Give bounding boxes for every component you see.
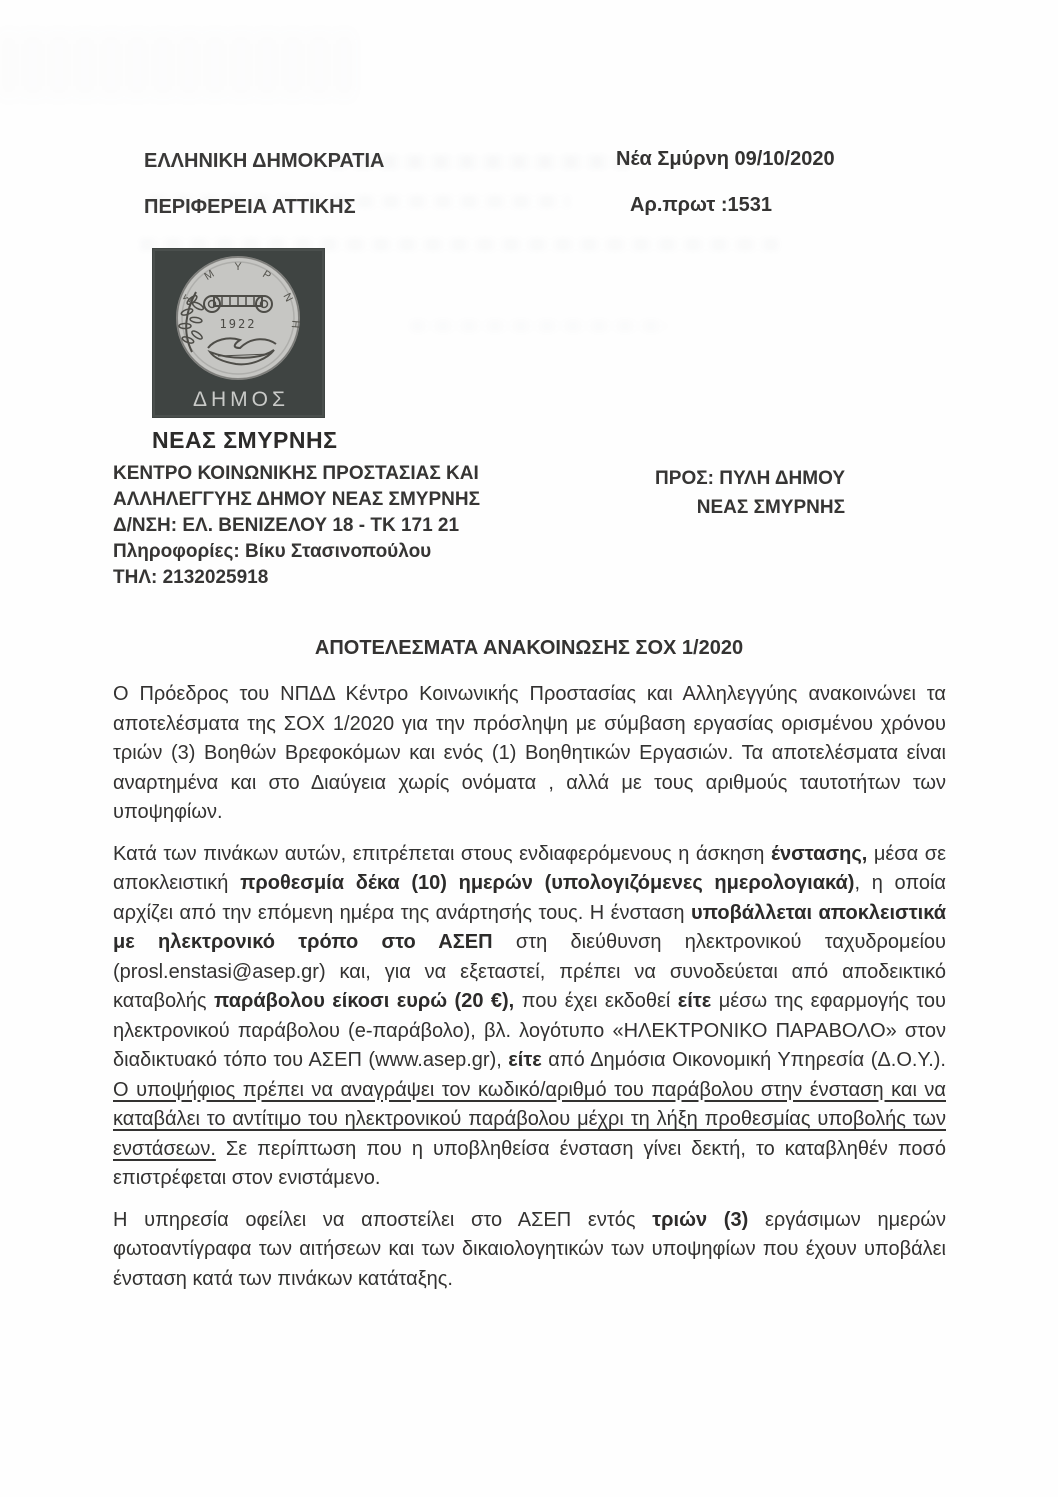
sender-block [113,461,480,591]
seal-year: 1922 [219,317,257,331]
text-segment: Κατά των πινάκων αυτών, επιτρέπεται στους ενδιαφερόμενους η άσκηση [113,842,771,865]
municipality-logo [152,248,342,454]
protocol-number: Αρ.πρωτ :1531 [630,194,773,216]
text-segment: μέσω της εφαρμογής του ηλεκτρονικού παράβολου (e-παράβολο), βλ. λογότυπο «ΗΛΕΚΤΡΟΝΙΚΟ ΠΑΡΑΒΟΛΟ» στον διαδικτυακό τόπο του ΑΣΕΠ (www.asep.gr), [113,990,946,1071]
text-segment: παράβολου είκοσι ευρώ (20 €), [213,990,515,1012]
body-paragraph [113,1206,946,1295]
text-segment: είτε [677,990,712,1012]
sender-line: ΚΕΝΤΡΟ ΚΟΙΝΩΝΙΚΗΣ ΠΡΟΣΤΑΣΙΑΣ ΚΑΙ [113,463,479,484]
header-region-line: ΠΕΡΙΦΕΡΕΙΑ ΑΤΤΙΚΗΣ [144,196,356,218]
sender-line: Δ/ΝΣΗ: ΕΛ. ΒΕΝΙΖΕΛΟΥ 18 - ΤΚ 171 21 [113,515,460,536]
body-paragraph [113,680,946,828]
text-segment: Η υπηρεσία οφείλει να αποστείλει στο ΑΣΕΠ εντός [113,1208,653,1231]
recipient-line: ΝΕΑΣ ΣΜΥΡΝΗΣ [696,497,845,518]
municipality-seal-icon [152,248,325,418]
seal-letter: Μ [202,267,217,283]
text-segment: ένστασης, [770,842,868,865]
text-segment: είτε [508,1049,542,1071]
document-title: ΑΠΟΤΕΛΕΣΜΑΤΑ ΑΝΑΚΟΙΝΩΣΗΣ ΣΟΧ 1/2020 [314,637,744,659]
text-segment: Σε περίπτωση που η υποβληθείσα ένσταση γίνει δεκτή, το καταβληθέν ποσό επιστρέφεται στον ενιστάμενο. [113,1137,946,1189]
text-segment: υποβάλλεται αποκλειστικά με ηλεκτρονικό τρόπο στο ΑΣΕΠ [113,901,946,953]
text-segment: προθεσμία δέκα (10) ημερών (υπολογιζόμενες ημερολογιακά) [240,872,855,894]
seal-dimos-label: ΔΗΜΟΣ [192,388,290,411]
bleedthrough-artifact [0,30,360,100]
text-segment: Ο υποψήφιος πρέπει να αναγράψει τον κωδικό/αριθμό του παράβολου στην ένσταση και να καταβάλει το αντίτιμο του ηλεκτρονικού παράβολου μέχρι τη λήξη προθεσμίας υποβολής των ενστάσεων. [113,1078,946,1160]
text-segment: μέσα σε αποκλειστική [113,842,946,894]
text-segment: τριών (3) [652,1208,749,1231]
sender-line: ΑΛΛΗΛΕΓΓΥΗΣ ΔΗΜΟΥ ΝΕΑΣ ΣΜΥΡΝΗΣ [113,489,480,510]
text-segment: εργάσιμων ημερών φωτοαντίγραφα των αιτήσεων και των δικαιολογητικών των υποψηφίων που έχουν υποβάλει ένσταση κατά των πινάκων κατάταξης. [113,1208,947,1290]
bleedthrough-artifact [410,320,670,332]
recipient-block [655,464,845,522]
document-body [113,680,946,1306]
seal-letter: Η [288,319,302,329]
text-segment: στη διεύθυνση ηλεκτρονικού ταχυδρομείου (prosl.enstasi@asep.gr) και, για να εξεταστεί, πρέπει να συνοδεύεται από αποδεικτικό καταβολής [113,931,946,1012]
document-date: Νέα Σμύρνη 09/10/2020 [616,148,835,170]
logo-caption: ΝΕΑΣ ΣΜΥΡΝΗΣ [152,427,338,453]
text-segment: που έχει εκδοθεί [514,990,678,1012]
seal-letter: Ν [280,291,295,304]
seal-letter: Ρ [260,268,273,283]
sender-line: Πληροφορίες: Βίκυ Στασινοπούλου [113,541,432,562]
sender-line: ΤΗΛ: 2132025918 [113,567,269,588]
text-segment: από Δημόσια Οικονομική Υπηρεσία (Δ.Ο.Υ.). [541,1049,946,1071]
body-paragraph [113,840,946,1194]
text-segment: , η οποία αρχίζει από την επόμενη ημέρα της ανάρτησής τους. Η ένσταση [113,872,946,924]
seal-letter: Σ [181,292,196,305]
seal-letter: Υ [234,261,242,273]
recipient-line: ΠΡΟΣ: ΠΥΛΗ ΔΗΜΟΥ [655,468,845,489]
text-segment: Ο Πρόεδρος του ΝΠΔΔ Κέντρο Κοινωνικής Προστασίας και Αλληλεγγύης ανακοινώνει τα αποτελέσματα της ΣΟΧ 1/2020 για την πρόσληψη με σύμβαση εργασίας ορισμένου χρόνου τριών (3) Βοηθών Βρεφοκόμων και ενός (1) Βοηθητικών Εργασιών. Τα αποτελέσματα είναι αναρτημένα και στο Διαύγεια χωρίς ονόματα , αλλά με τους αριθμούς ταυτοτήτων των υποψηφίων. [113,683,946,823]
header-republic-line: ΕΛΛΗΝΙΚΗ ΔΗΜΟΚΡΑΤΙΑ [144,150,385,172]
